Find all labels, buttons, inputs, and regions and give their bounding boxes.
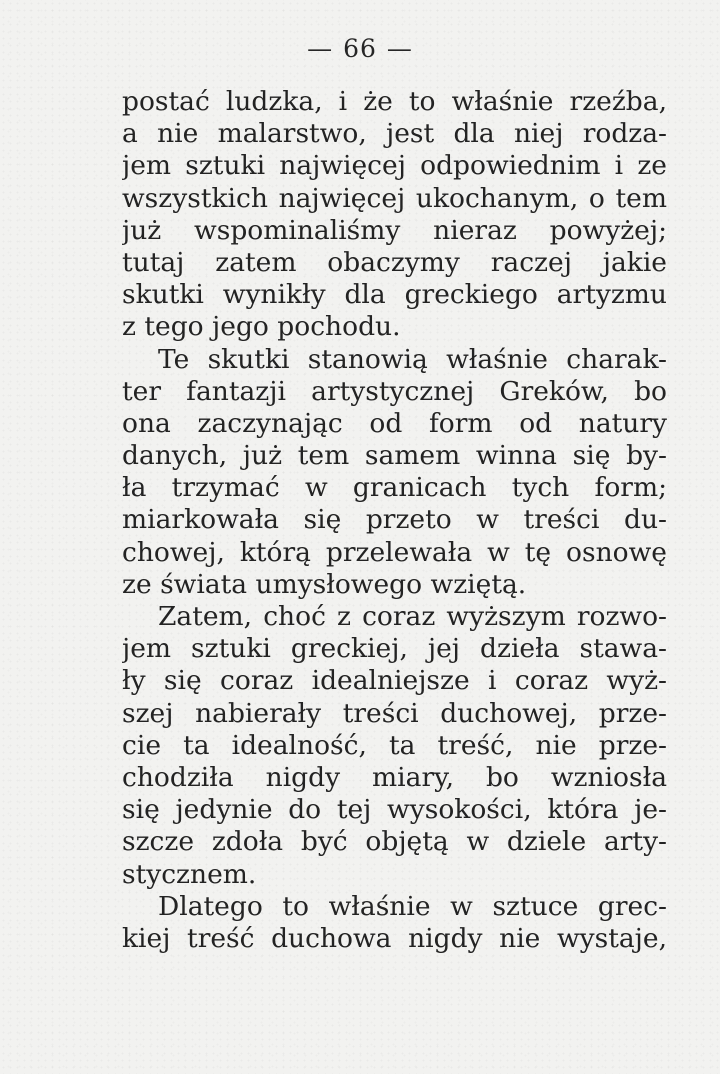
text-line: stycznem. [122,858,257,890]
text-line: tutaj zatem obaczymy raczej jakie [122,246,667,278]
text-line: postać ludzka, i że to właśnie rzeźba, [122,86,667,117]
text-line: szcze zdoła być objętą w dziele arty- [122,826,667,858]
body-text [122,86,667,955]
text-line: Dlatego to właśnie w sztuce grec- [158,890,667,922]
text-line: ły się coraz idealniejsze i coraz wyż- [122,665,667,697]
text-line: chodziła nigdy miary, bo wzniosła [122,761,667,793]
text-line: kiej treść duchowa nigdy nie wystaje, [122,922,667,954]
text-line: z tego jego pochodu. [122,311,401,343]
header-dash-left: — [307,34,334,63]
text-line: szej nabierały treści duchowej, prze- [122,697,667,729]
text-line: a nie malarstwo, jest dla niej rodza- [122,118,667,150]
header-dash-right: — [386,34,413,63]
text-line: jem sztuki greckiej, jej dzieła stawa- [122,633,667,665]
text-line: ze świata umysłowego wziętą. [122,568,527,600]
page-number-header [0,34,720,63]
text-line: miarkowała się przeto w treści du- [122,504,667,536]
text-line: Zatem, choć z coraz wyższym rozwo- [158,601,667,632]
text-line: chowej, którą przelewała w tę osnowę [122,536,667,568]
text-line: skutki wynikły dla greckiego artyzmu [122,279,667,311]
text-line: danych, już tem samem winna się by- [122,440,667,472]
page-number: 66 [343,34,377,63]
text-line: ła trzymać w granicach tych form; [122,472,667,504]
text-line: się jedynie do tej wysokości, która je- [122,794,667,826]
text-line: wszystkich najwięcej ukochanym, o tem [122,182,667,214]
text-line: już wspominaliśmy nieraz powyżej; [122,214,667,246]
text-line: ona zaczynając od form od natury [122,407,667,439]
text-line: jem sztuki najwięcej odpowiednim i ze [122,150,667,182]
text-line: cie ta idealność, ta treść, nie prze- [122,729,667,761]
text-line: Te skutki stanowią właśnie charak- [158,343,667,375]
text-line: ter fantazji artystycznej Greków, bo [122,375,667,407]
